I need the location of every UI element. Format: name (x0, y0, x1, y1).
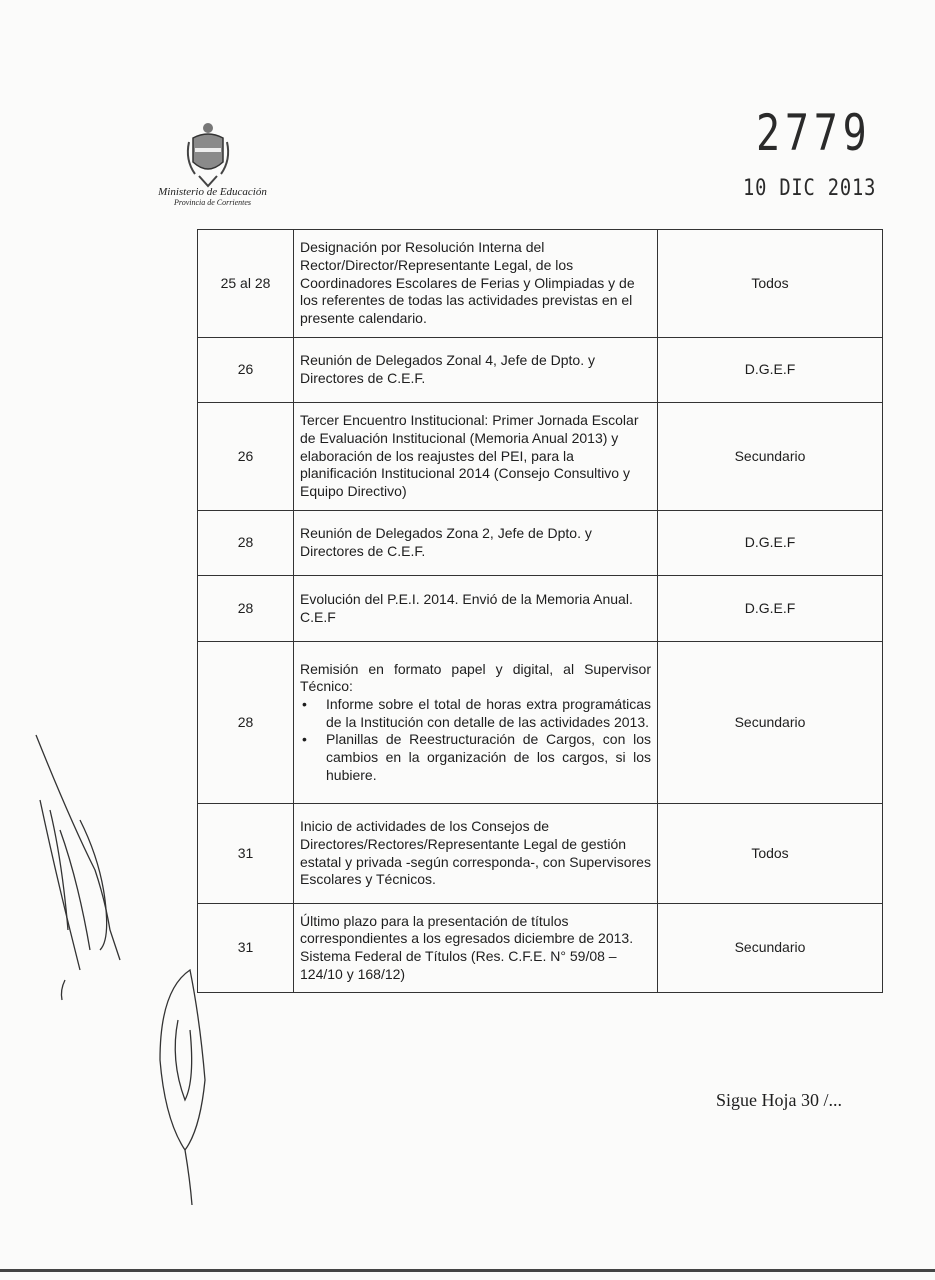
province-name: Provincia de Corrientes (173, 197, 252, 207)
row-date: 31 (198, 804, 294, 904)
row-recipients: Todos (658, 230, 883, 338)
resolution-number: 2779 (756, 104, 872, 162)
row-date: 26 (198, 403, 294, 511)
list-item: • Planillas de Reestructuración de Cargos, con los cambios en la organización de los cargos, si los hubiere. (300, 731, 651, 784)
provincial-coat-of-arms-icon (183, 120, 233, 190)
table-row (198, 804, 883, 904)
row-description: Remisión en formato papel y digital, al Supervisor Técnico: (300, 660, 651, 695)
calendar-table (197, 229, 883, 993)
row-description: Reunión de Delegados Zona 2, Jefe de Dpto. y Directores de C.E.F. (294, 511, 658, 576)
table-row (198, 230, 883, 338)
row-date: 28 (198, 511, 294, 576)
row-description: Último plazo para la presentación de títulos correspondientes a los egresados diciembre de 2013. Sistema Federal de Títulos (Res. C.F.E. N° 59/08 – 124/10 y 168/12) (294, 904, 658, 993)
row-description: Inicio de actividades de los Consejos de Directores/Rectores/Representante Legal de gestión estatal y privada -según corresponda-, con Supervisores Escolares y Técnicos. (294, 804, 658, 904)
row-description-with-list (294, 642, 658, 804)
row-date: 28 (198, 576, 294, 642)
row-date: 28 (198, 642, 294, 804)
row-date: 25 al 28 (198, 230, 294, 338)
ministry-header (150, 187, 275, 207)
row-recipients: D.G.E.F (658, 511, 883, 576)
table-row (198, 576, 883, 642)
row-description: Reunión de Delegados Zonal 4, Jefe de Dpto. y Directores de C.E.F. (294, 338, 658, 403)
row-description: Evolución del P.E.I. 2014. Envió de la Memoria Anual. C.E.F (294, 576, 658, 642)
page-bottom-edge (0, 1269, 935, 1272)
row-recipients: Secundario (658, 904, 883, 993)
row-description: Designación por Resolución Interna del Rector/Director/Representante Legal, de los Coordinadores Escolares de Ferias y Olimpiadas y de los referentes de todas las actividades previstas en el presente calendario. (294, 230, 658, 338)
row-recipients: D.G.E.F (658, 338, 883, 403)
resolution-date: 10 DIC 2013 (743, 176, 877, 201)
ministry-name: Ministerio de Educación (158, 186, 267, 198)
bullet-list (300, 696, 651, 784)
table-row (198, 642, 883, 804)
table-row (198, 403, 883, 511)
row-recipients: Secundario (658, 642, 883, 804)
table-row (198, 511, 883, 576)
continuation-note: Sigue Hoja 30 /... (716, 1090, 842, 1110)
row-recipients: Todos (658, 804, 883, 904)
row-recipients: Secundario (658, 403, 883, 511)
table-row (198, 904, 883, 993)
table-row (198, 338, 883, 403)
list-item: • Informe sobre el total de horas extra programáticas de la Institución con detalle de las actividades 2013. (300, 696, 651, 731)
row-description: Tercer Encuentro Institucional: Primer Jornada Escolar de Evaluación Institucional (Memoria Anual 2013) y elaboración de los reajustes del PEI, para la planificación Institucional 2014 (Consejo Consultivo y Equipo Directivo) (294, 403, 658, 511)
row-date: 26 (198, 338, 294, 403)
row-date: 31 (198, 904, 294, 993)
row-recipients: D.G.E.F (658, 576, 883, 642)
